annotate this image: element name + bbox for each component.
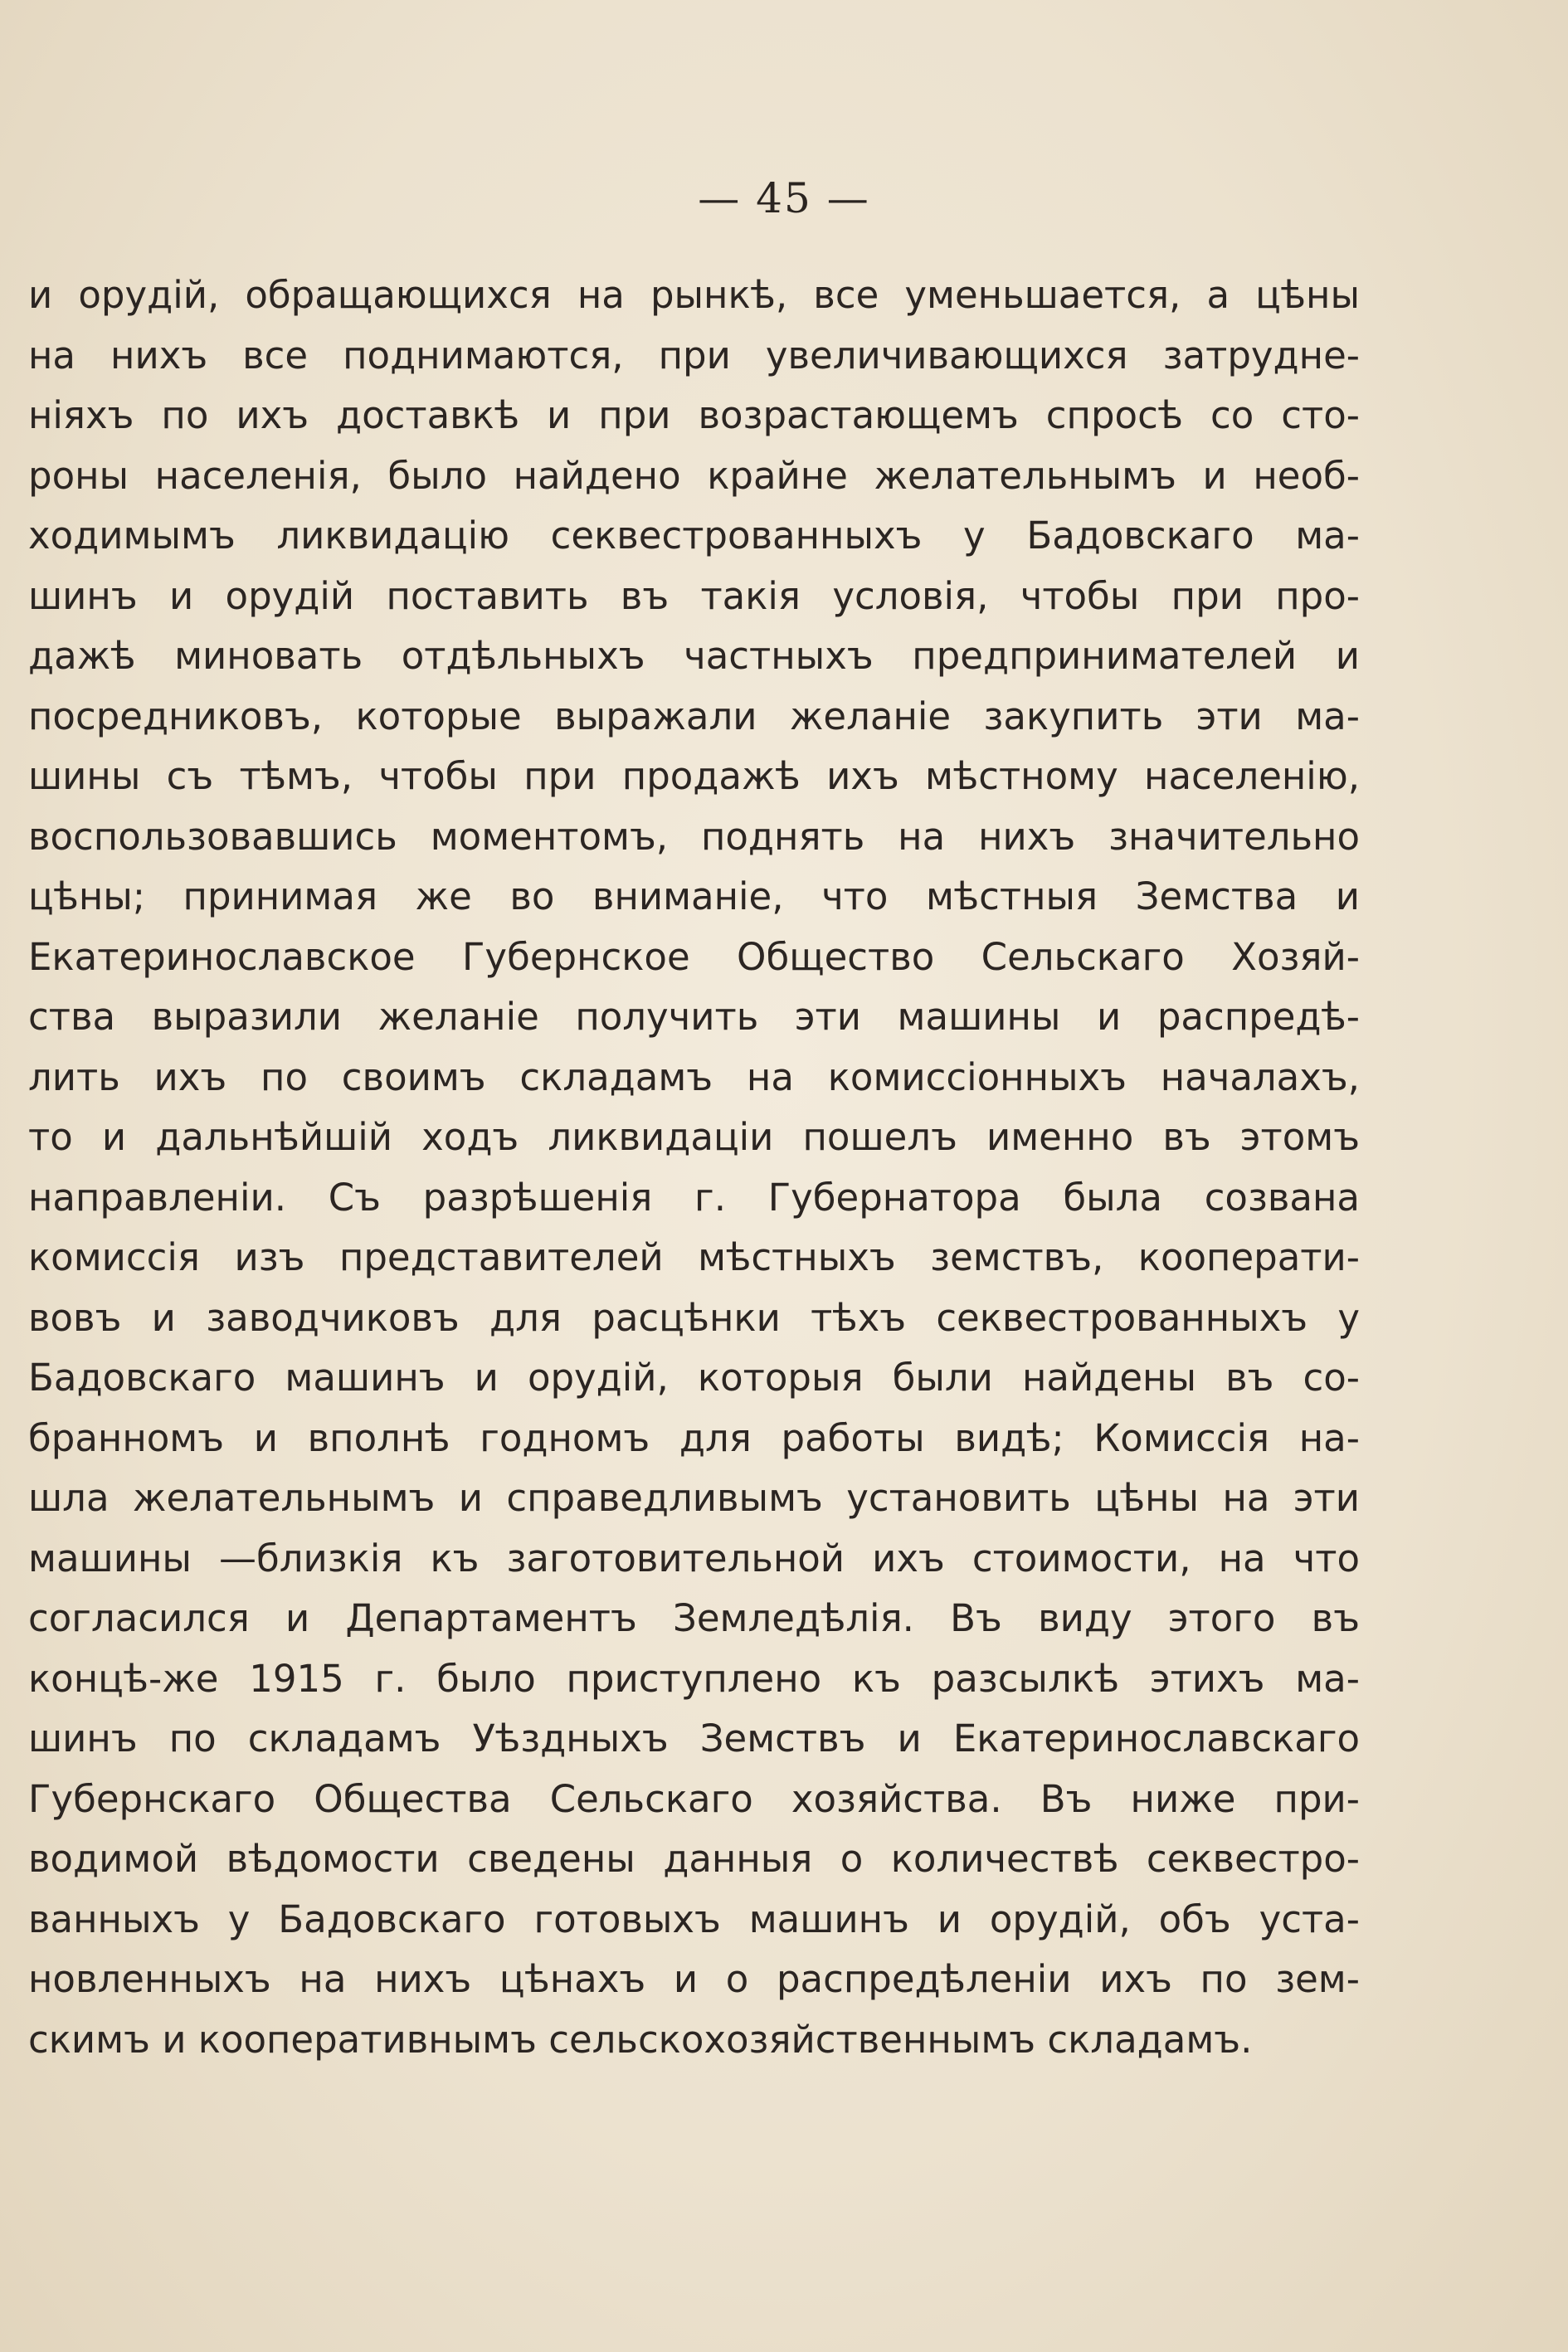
text-line: водимой вѣдомости сведены данныя о количествѣ секвестро- [28,1837,1360,1881]
text-line: шины съ тѣмъ, чтобы при продажѣ ихъ мѣстному населенію, [28,754,1360,798]
text-line: Бадовскаго машинъ и орудій, которыя были найдены въ со- [28,1356,1360,1400]
text-line: направленіи. Съ разрѣшенія г. Губернатора была созвана [28,1175,1360,1220]
text-line: посредниковъ, которые выражали желаніе закупить эти ма- [28,694,1360,738]
text-line: воспользовавшись моментомъ, поднять на нихъ значительно [28,814,1360,859]
body-text [28,265,1360,2070]
text-line: ніяхъ по ихъ доставкѣ и при возрастающемъ спросѣ со сто- [28,393,1360,437]
text-line: то и дальнѣйшій ходъ ликвидаціи пошелъ именно въ этомъ [28,1115,1360,1159]
text-line: бранномъ и вполнѣ годномъ для работы видѣ; Комиссія на- [28,1415,1360,1460]
text-line: комиссія изъ представителей мѣстныхъ земствъ, кооперати- [28,1235,1360,1279]
text-line: ства выразили желаніе получить эти машины и распредѣ- [28,995,1360,1039]
page-number: — 45 — [698,174,870,222]
text-line: скимъ и кооперативнымъ сельскохозяйственнымъ складамъ. [28,2017,1253,2062]
text-line: машины —близкія къ заготовительной ихъ стоимости, на что [28,1536,1360,1580]
text-line: цѣны; принимая же во вниманіе, что мѣстныя Земства и [28,874,1360,918]
text-line: Губернскаго Общества Сельскаго хозяйства. Въ ниже при- [28,1776,1360,1821]
text-line: и орудій, обращающихся на рынкѣ, все уменьшается, а цѣны [28,273,1360,317]
text-line: ходимымъ ликвидацію секвестрованныхъ у Бадовскаго ма- [28,514,1360,558]
text-line: лить ихъ по своимъ складамъ на комиссіонныхъ началахъ, [28,1054,1360,1099]
text-line: на нихъ все поднимаются, при увеличивающихся затрудне- [28,333,1360,377]
text-line: концѣ-же 1915 г. было приступлено къ разсылкѣ этихъ ма- [28,1656,1360,1701]
text-line: шинъ по складамъ Уѣздныхъ Земствъ и Екатеринославскаго [28,1717,1360,1760]
text-line: Екатеринославское Губернское Общество Сельскаго Хозяй- [28,934,1360,979]
text-line: шла желательнымъ и справедливымъ установить цѣны на эти [28,1476,1360,1520]
text-line: новленныхъ на нихъ цѣнахъ и о распредѣленіи ихъ по зем- [28,1957,1360,2001]
text-line: шинъ и орудій поставить въ такія условія, чтобы при про- [28,573,1360,618]
text-line: дажѣ миновать отдѣльныхъ частныхъ предпринимателей и [28,634,1360,678]
text-line: согласился и Департаментъ Земледѣлія. Въ виду этого въ [28,1596,1360,1640]
text-line: роны населенія, было найдено крайне желательнымъ и необ- [28,453,1360,498]
text-line: ванныхъ у Бадовскаго готовыхъ машинъ и орудій, объ уста- [28,1897,1360,1941]
text-line: вовъ и заводчиковъ для расцѣнки тѣхъ секвестрованныхъ у [28,1295,1360,1340]
